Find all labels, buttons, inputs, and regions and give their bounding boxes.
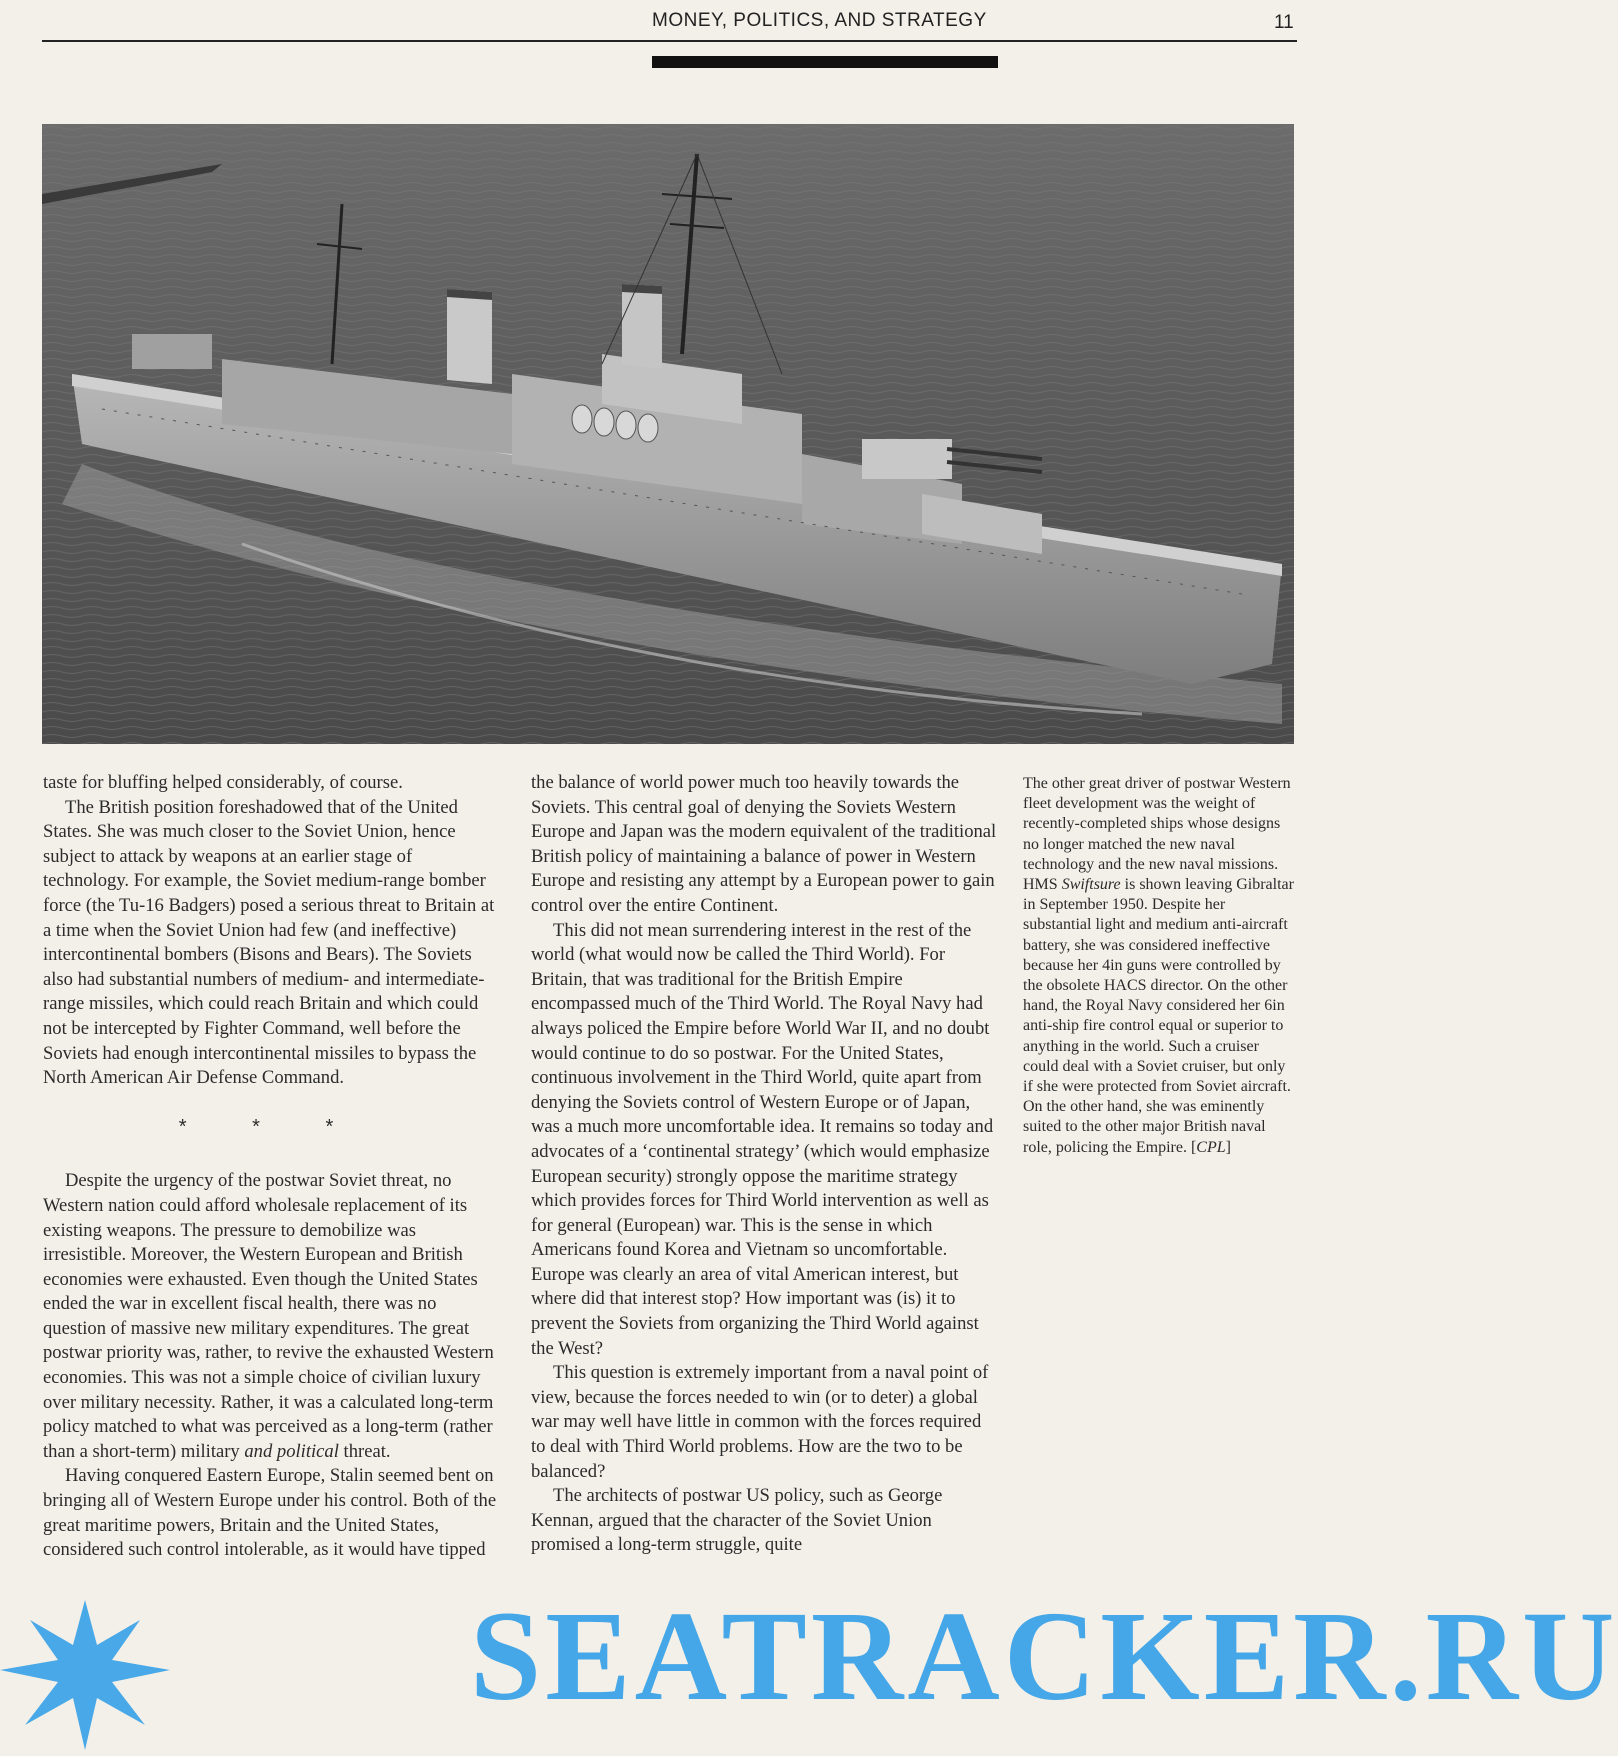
paragraph: Having conquered Eastern Europe, Stalin seemed bent on bringing all of Western Europe under his control. Both of the great maritime powers, Britain and the United States, considered such control intolerable, as it would have tipped [43,1465,497,1561]
watermark: SEATRACKER.RU [470,1585,1618,1727]
caption-text: ] [1225,1138,1231,1156]
paragraph: The architects of postwar US policy, such as George Kennan, argued that the character of the Soviet Union promised a long-term struggle, quite [531,1485,943,1556]
header-bar [652,56,998,68]
ship-photograph [42,124,1294,744]
running-header-title: MONEY, POLITICS, AND STRATEGY [652,10,987,31]
paragraph: This did not mean surrendering interest in the rest of the world (what would now be called the Third World). For Britain, that was traditional for the British Empire encompassed much of the Third World. The Royal Navy had always policed the Empire before World War II, and no doubt would continue to do so postwar. For the United States, continuous involvement in the Third World, quite apart from denying the Soviets control of Western Europe or of Japan, was a much more uncomfortable idea. It remains so today and advocates of a ‘continental strategy’ (which would emphasize European security) strongly oppose the maritime strategy which provides forces for Third World intervention as well as for general (European) war. This is the sense in which Americans found Korea and Vietnam so uncomfortable. Europe was clearly an area of vital American interest, but where did that interest stop? How important was (is) it to prevent the Soviets from organizing the Third World against the West? [531,919,994,1359]
watermark-burst-icon [0,1600,170,1750]
ship-name: Swiftsure [1061,876,1121,894]
caption-text: is shown leaving Gibraltar in September 1950. Despite her substantial light and medium anti-aircraft battery, she was considered ineffective because her 4in guns were controlled by the obsolete HACS director. On the other hand, the Royal Navy considered her 6in anti-ship fire control equal or superior to anything in the world. Such a cruiser could deal with a Soviet cruiser, but only if she were protected from Soviet aircraft. On the other hand, she was eminently suited to the other major British naval role, policing the Empire. [ [1023,876,1294,1156]
photo-caption [1023,774,1295,1158]
photo-credit: CPL [1196,1138,1226,1156]
italic-emphasis: and political [244,1440,339,1462]
paragraph: the balance of world power much too heavily towards the Soviets. This central goal of denying the Soviets Western Europe and Japan was the modern equivalent of the traditional British policy of maintaining a balance of power in Western Europe and resisting any attempt by a European power to gain control over the entire Continent. [531,772,997,916]
section-separator: * * * [178,1115,364,1138]
page-number: 11 [1274,12,1294,33]
paragraph: taste for bluffing helped considerably, of course. [43,772,403,793]
paragraph: The British position foreshadowed that of the United States. She was much closer to the Soviet Union, hence subject to attack by weapons at an earlier stage of technology. For example, the Soviet medium-range bomber force (the Tu-16 Badgers) posed a serious threat to Britain at a time when the Soviet Union had few (and ineffective) intercontinental bombers (Bisons and Bears). The Soviets also had substantial numbers of medium- and intermediate-range missiles, which could reach Britain and which could not be intercepted by Fighter Command, well before the Soviets had enough intercontinental missiles to bypass the North American Air Defense Command. [43,796,495,1089]
header-rule [42,40,1297,42]
paragraph [43,1169,499,1464]
text-column-2 [531,771,997,1558]
paragraph-text: Despite the urgency of the postwar Soviet threat, no Western nation could afford wholesale replacement of its existing weapons. The pressure to demobilize was irresistible. Moreover, the Western European and British economies were exhausted. Even though the United States ended the war in excellent fiscal health, there was no question of massive new military expenditures. The great postwar priority was, rather, to revive the exhausted Western economies. This was not a simple choice of civilian luxury over military necessity. Rather, it was a calculated long-term policy matched to what was perceived as a long-term (rather than a short-term) military [43,1170,494,1462]
caption-text: The other great driver of postwar Western fleet development was the weight of recently-completed ships whose designs no longer matched the new naval technology and the new naval missions. HMS [1023,775,1291,894]
paragraph-text: threat. [338,1440,391,1462]
paragraph: This question is extremely important from a naval point of view, because the forces needed to win (or to deter) a global war may well have little in common with the forces required to deal with Third World problems. How are the two to be balanced? [531,1362,989,1482]
text-column-1 [43,771,499,1563]
